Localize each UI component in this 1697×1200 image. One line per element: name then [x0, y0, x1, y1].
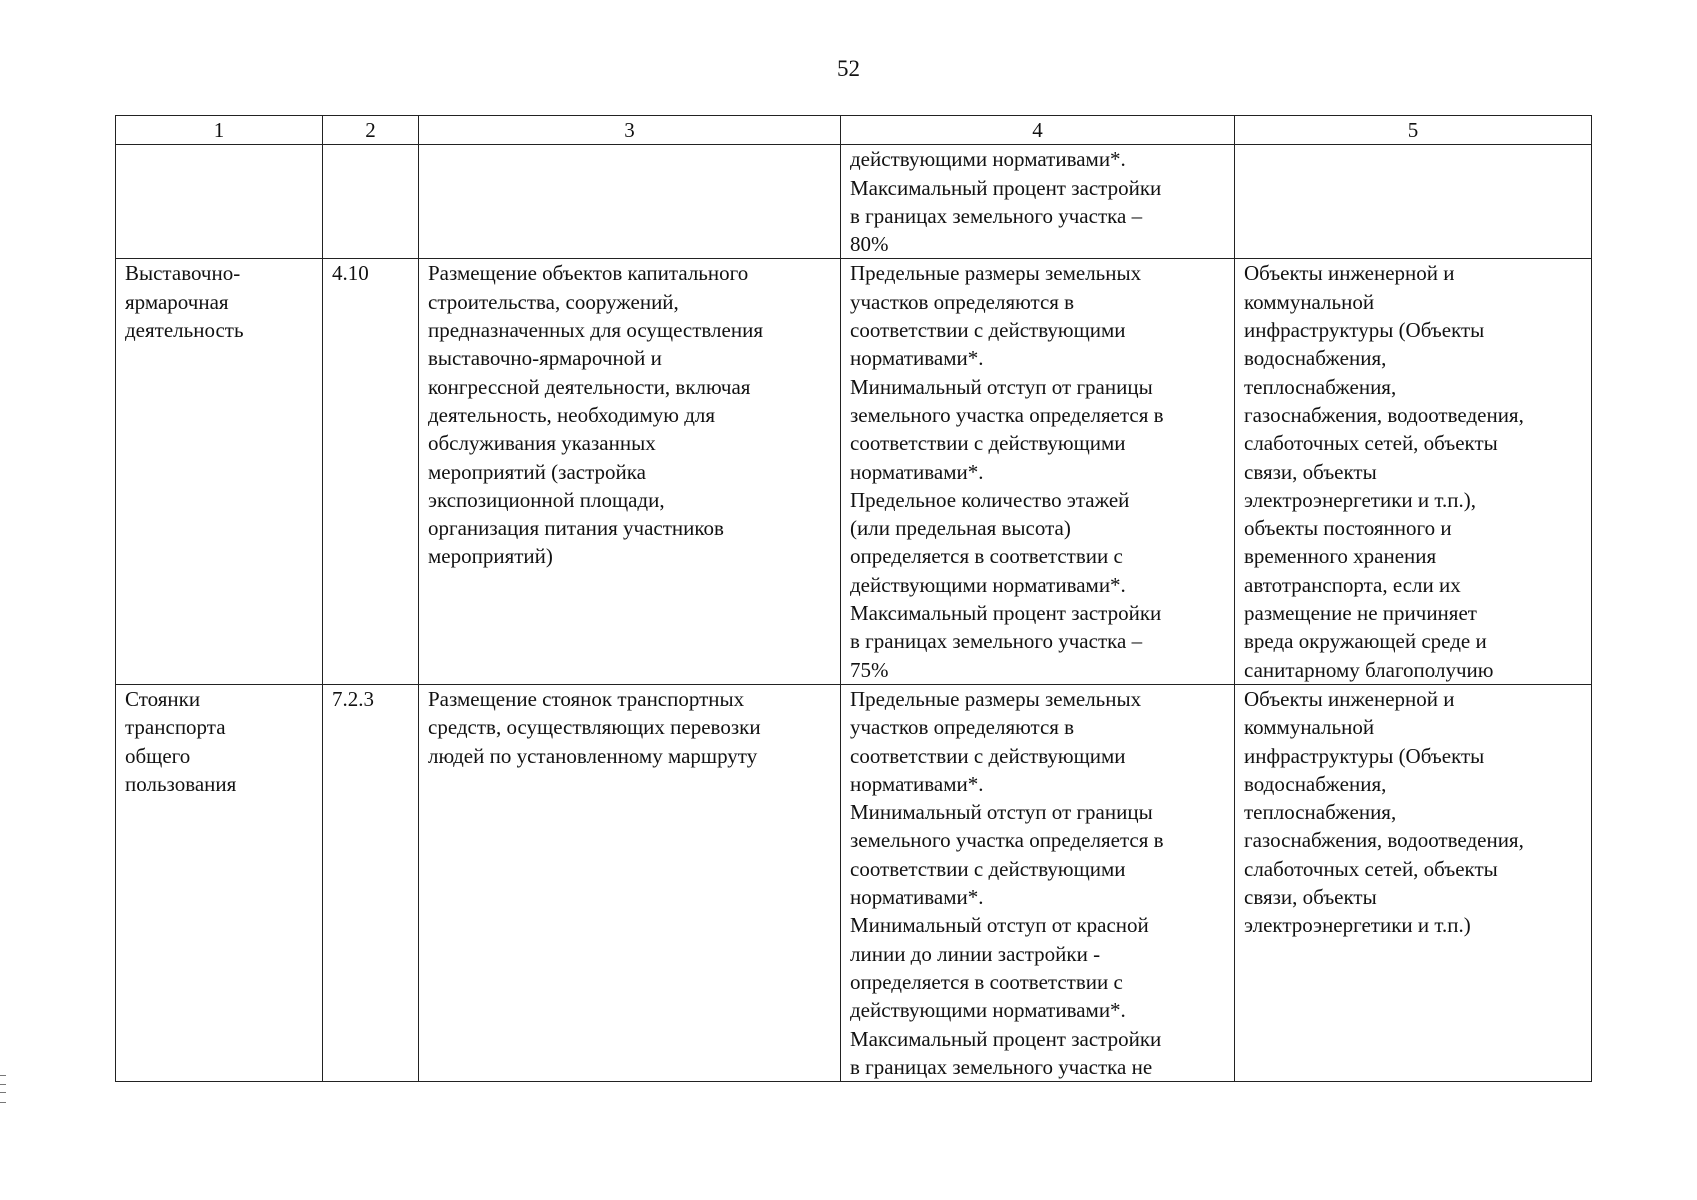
cell-use-description: Размещение стоянок транспортных средств, осуществляющих перевозки людей по установленному маршруту [419, 684, 841, 1081]
zoning-table [115, 115, 1592, 1082]
header-row [116, 116, 1592, 145]
header-col-4: 4 [841, 116, 1235, 145]
table-row-public-transport-parking [116, 684, 1592, 1081]
cell-use-code: 4.10 [323, 259, 419, 684]
binding-margin-mark [0, 1075, 6, 1103]
cell-parameters: Предельные размеры земельных участков определяются в соответствии с действующими нормативами*. Минимальный отступ от границы земельного участка определяется в соответствии с действующими нормативами*. Минимальный отступ от красной линии до линии застройки - определяется в соответствии с действующими нормативами*. Максимальный процент застройки в границах земельного участка не [841, 684, 1235, 1081]
header-col-1: 1 [116, 116, 323, 145]
cell-parameters: действующими нормативами*. Максимальный процент застройки в границах земельного участка – 80% [841, 145, 1235, 259]
cell-use-code: 7.2.3 [323, 684, 419, 1081]
header-col-2: 2 [323, 116, 419, 145]
table-row-exhibition [116, 259, 1592, 684]
header-col-5: 5 [1235, 116, 1592, 145]
cell-parameters: Предельные размеры земельных участков определяются в соответствии с действующими нормативами*. Минимальный отступ от границы земельного участка определяется в соответствии с действующими нормативами*. Предельное количество этажей (или предельная высота) определяется в соответствии с действующими нормативами*. Максимальный процент застройки в границах земельного участка – 75% [841, 259, 1235, 684]
cell-use-description [419, 145, 841, 259]
cell-use-description: Размещение объектов капитального строительства, сооружений, предназначенных для осуществления выставочно-ярмарочной и конгрессной деятельности, включая деятельность, необходимую для обслуживания указанных мероприятий (застройка экспозиционной площади, организация питания участников мероприятий) [419, 259, 841, 684]
cell-use-code [323, 145, 419, 259]
cell-use-name: Стоянки транспорта общего пользования [116, 684, 323, 1081]
page-number: 52 [837, 56, 860, 81]
cell-use-name [116, 145, 323, 259]
cell-auxiliary-uses: Объекты инженерной и коммунальной инфраструктуры (Объекты водоснабжения, теплоснабжения, газоснабжения, водоотведения, слаботочных сетей, объекты связи, объекты электроэнергетики и т.п.) [1235, 684, 1592, 1081]
cell-use-name: Выставочно- ярмарочная деятельность [116, 259, 323, 684]
cell-auxiliary-uses: Объекты инженерной и коммунальной инфраструктуры (Объекты водоснабжения, теплоснабжения, газоснабжения, водоотведения, слаботочных сетей, объекты связи, объекты электроэнергетики и т.п.), объекты постоянного и временного хранения автотранспорта, если их размещение не причиняет вреда окружающей среде и санитарному благополучию [1235, 259, 1592, 684]
table-row-continuation [116, 145, 1592, 259]
cell-auxiliary-uses [1235, 145, 1592, 259]
header-col-3: 3 [419, 116, 841, 145]
